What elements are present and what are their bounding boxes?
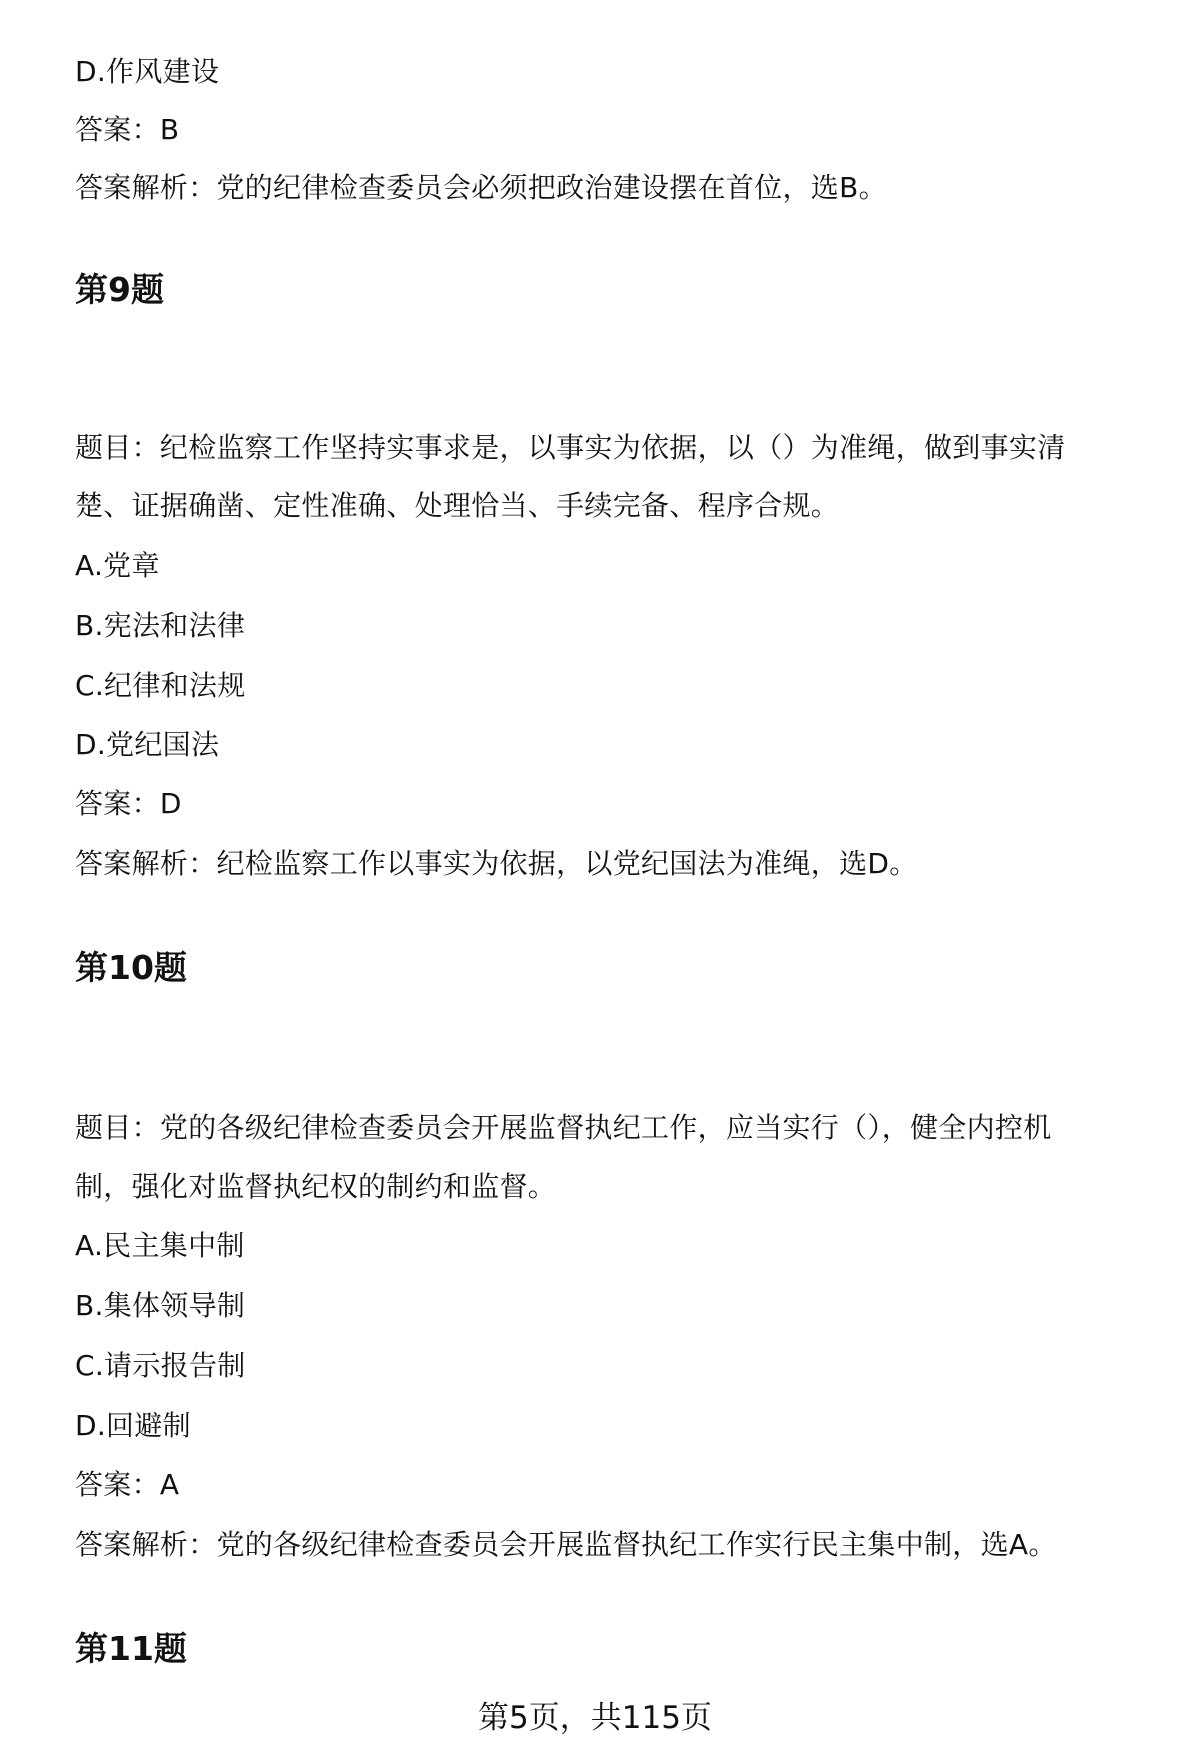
q9-option-a: A.党章 (75, 549, 160, 582)
q10-option-a: A.民主集中制 (75, 1229, 245, 1262)
q9-heading: 第9题 (75, 270, 164, 309)
q11-heading: 第11题 (75, 1629, 187, 1668)
q10-option-d: D.回避制 (75, 1409, 191, 1442)
q9-stem-line-2: 楚、证据确凿、定性准确、处理恰当、手续完备、程序合规。 (75, 489, 840, 522)
q10-stem-line-1: 题目：党的各级纪律检查委员会开展监督执纪工作，应当实行（），健全内控机 (75, 1111, 1052, 1144)
q9-option-d: D.党纪国法 (75, 728, 220, 761)
q10-stem-line-2: 制，强化对监督执纪权的制约和监督。 (75, 1170, 557, 1203)
q10-option-b: B.集体领导制 (75, 1289, 246, 1322)
q10-answer: 答案：A (75, 1468, 180, 1501)
q9-answer: 答案：D (75, 787, 182, 820)
q9-stem-line-1: 题目：纪检监察工作坚持实事求是，以事实为依据，以（）为准绳，做到事实清 (75, 431, 1066, 464)
q10-option-c: C.请示报告制 (75, 1349, 246, 1382)
q9-analysis: 答案解析：纪检监察工作以事实为依据，以党纪国法为准绳，选D。 (75, 847, 918, 880)
q8-option-d: D.作风建设 (75, 55, 220, 88)
q10-heading: 第10题 (75, 948, 187, 987)
q9-option-b: B.宪法和法律 (75, 609, 246, 642)
q9-option-c: C.纪律和法规 (75, 669, 246, 702)
q8-answer: 答案：B (75, 113, 180, 146)
q8-analysis: 答案解析：党的纪律检查委员会必须把政治建设摆在首位，选B。 (75, 171, 887, 204)
page-number-footer: 第5页，共115页 (478, 1700, 712, 1736)
q10-analysis: 答案解析：党的各级纪律检查委员会开展监督执纪工作实行民主集中制，选A。 (75, 1528, 1057, 1561)
